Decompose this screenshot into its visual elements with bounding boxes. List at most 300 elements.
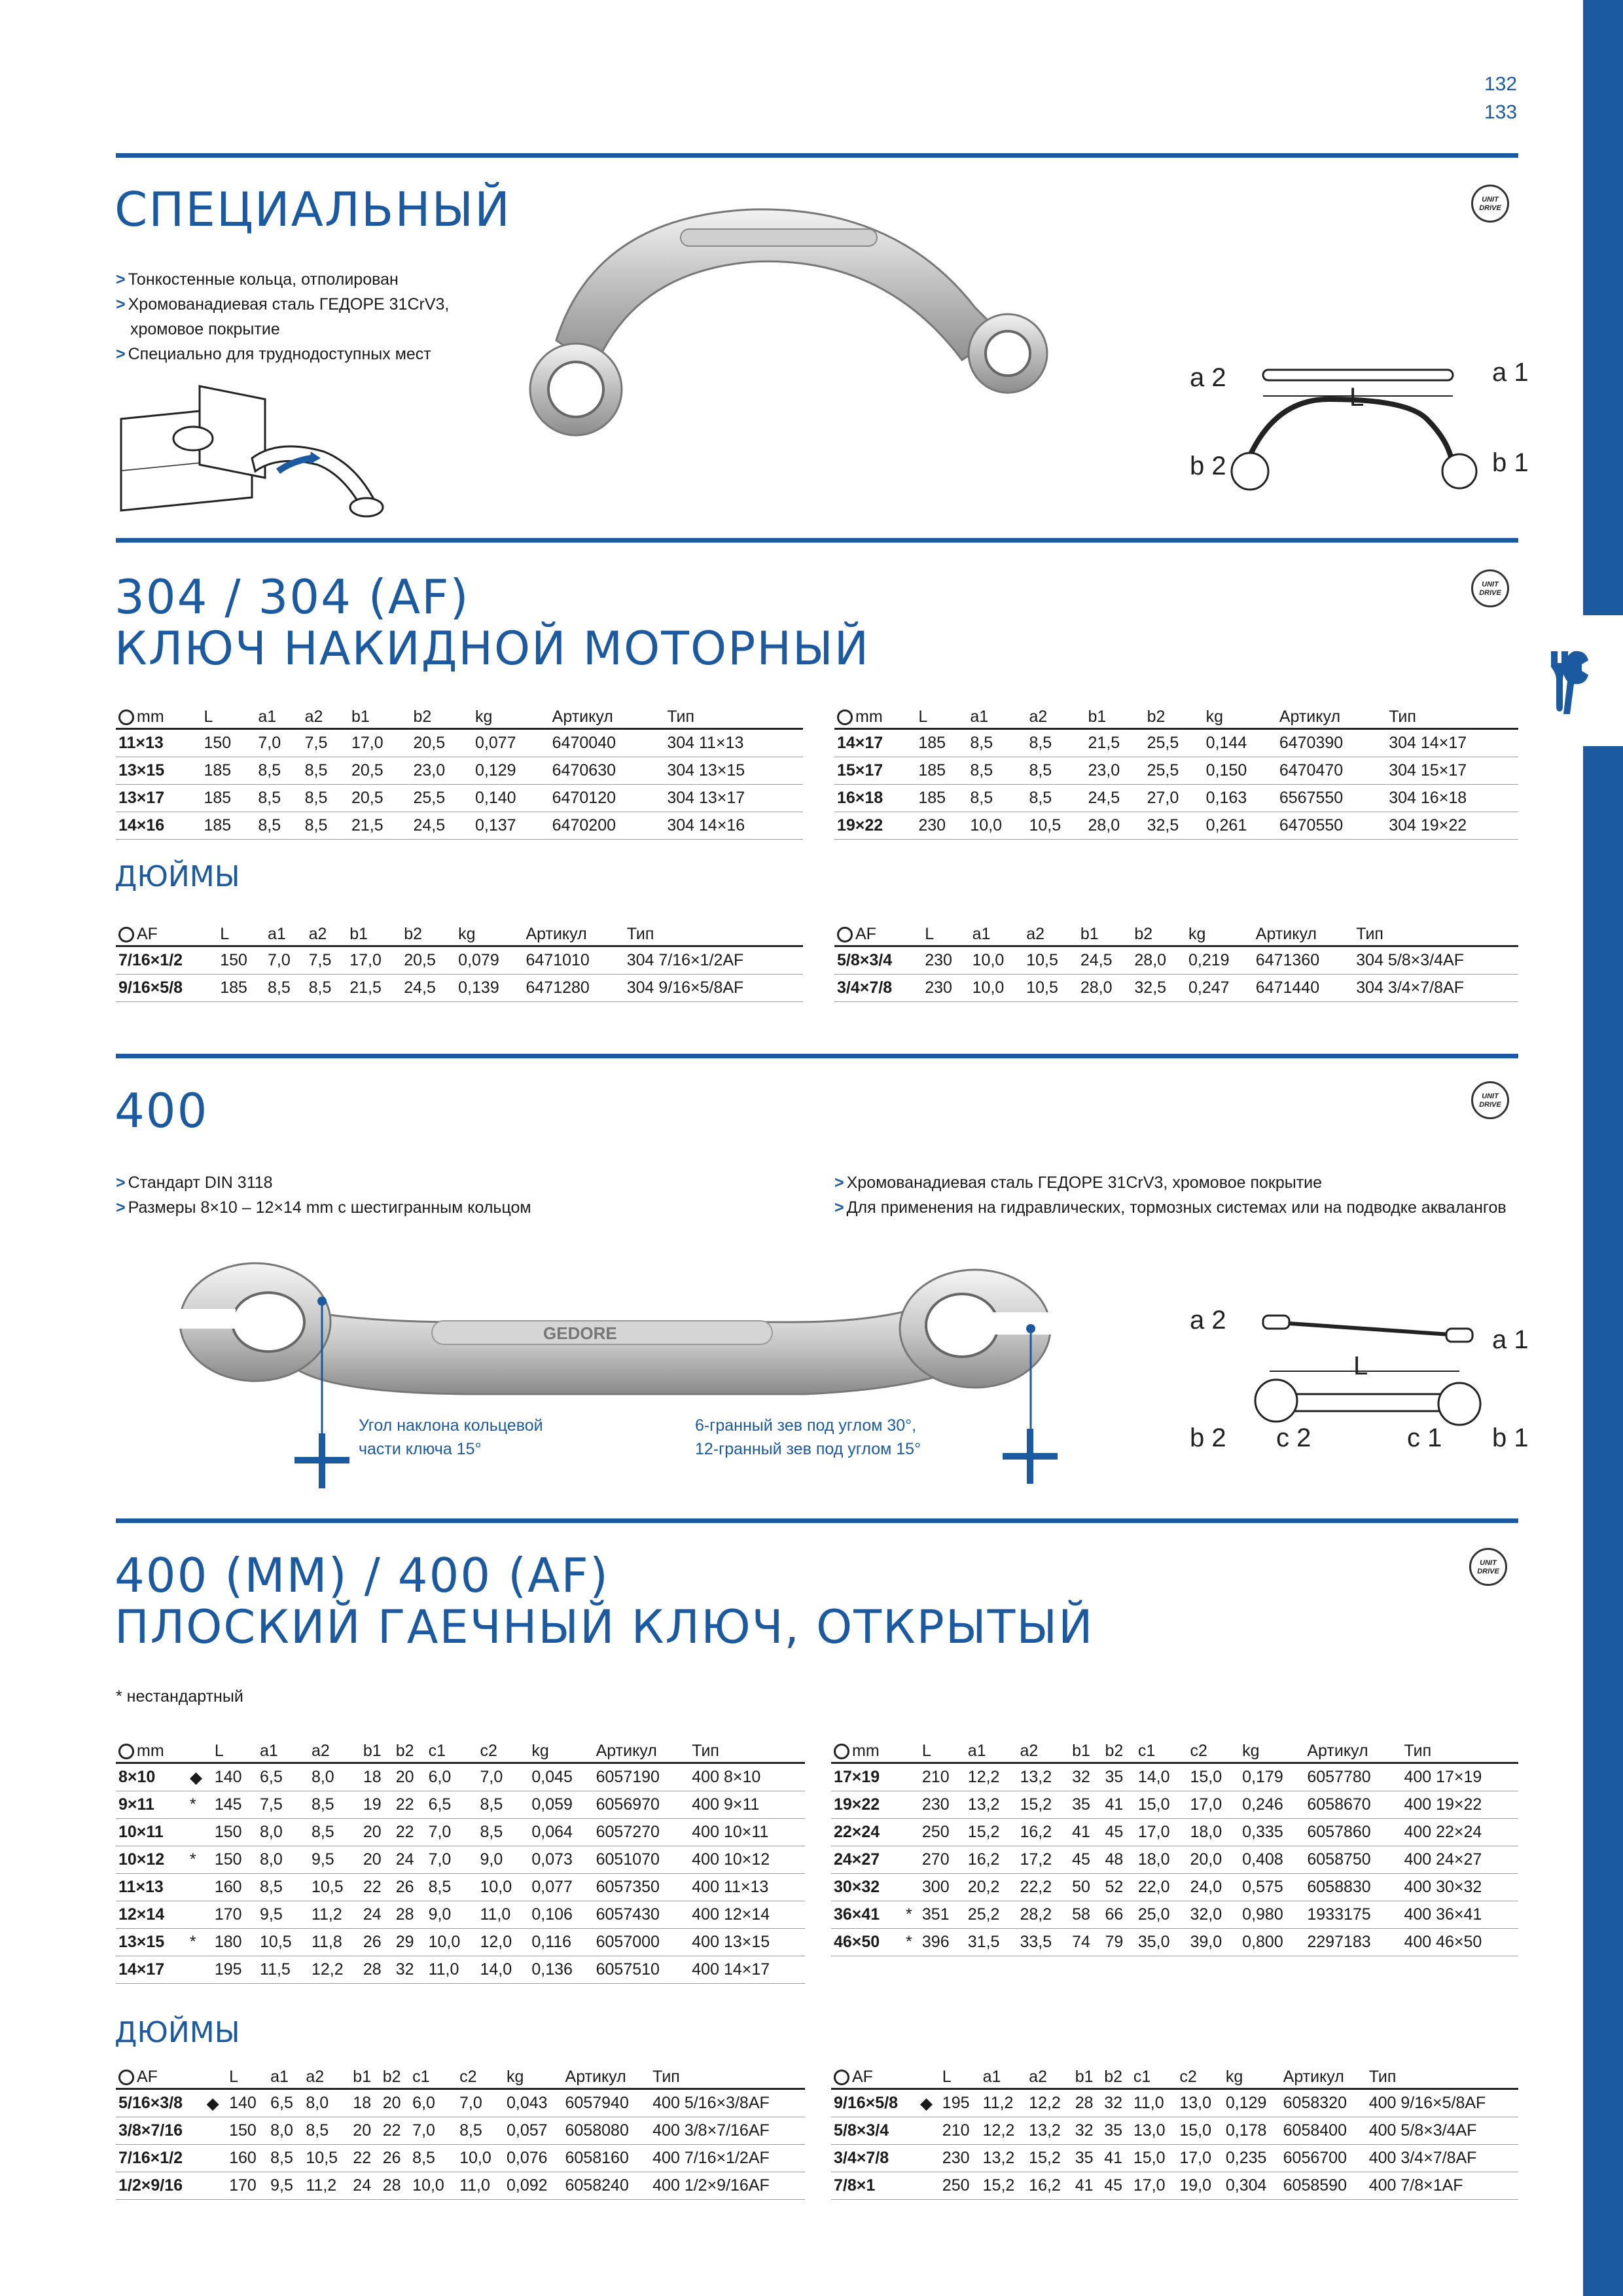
unit-drive-logo: UNIT DRIVE xyxy=(1471,569,1509,607)
column-header: mm xyxy=(116,707,201,729)
column-header: Тип xyxy=(1366,2067,1518,2089)
table-cell: 20,5 xyxy=(349,785,411,812)
table-cell: 28 xyxy=(393,1901,426,1929)
table-400-mm-right xyxy=(831,1741,1518,1956)
table-cell xyxy=(204,2117,227,2145)
table-cell: 8,5 xyxy=(255,785,302,812)
table-cell: 15,0 xyxy=(1177,2117,1223,2145)
table-cell: 8,5 xyxy=(309,1791,361,1819)
table-cell: 400 36×41 xyxy=(1401,1901,1518,1929)
table-cell: 24,5 xyxy=(401,975,455,1002)
page-number-left: 132 xyxy=(1484,73,1518,95)
table-cell: 16,2 xyxy=(965,1846,1018,1874)
table-cell: 0,079 xyxy=(455,946,523,975)
table-cell: 15,2 xyxy=(1026,2145,1073,2172)
table-cell: 0,980 xyxy=(1240,1901,1304,1929)
table-cell: 400 46×50 xyxy=(1401,1929,1518,1956)
column-header: Тип xyxy=(689,1741,805,1763)
column-header: Артикул xyxy=(1281,2067,1366,2089)
table-cell: 8,5 xyxy=(268,2145,303,2172)
page-number-right: 133 xyxy=(1484,101,1518,123)
table-row xyxy=(831,1819,1518,1846)
table-cell: 45 xyxy=(1101,2172,1131,2200)
table-cell: 10,0 xyxy=(477,1874,529,1901)
table-cell: 11,8 xyxy=(309,1929,361,1956)
table-cell: 6057270 xyxy=(594,1819,690,1846)
table-cell: 7,0 xyxy=(426,1846,478,1874)
table-cell: 10×12 xyxy=(116,1846,187,1874)
table-row xyxy=(831,1874,1518,1901)
table-cell: 6470630 xyxy=(550,757,665,785)
table-cell: * xyxy=(187,1929,212,1956)
table-cell: 13×17 xyxy=(116,785,201,812)
table-row xyxy=(831,2172,1518,2200)
table-cell: 195 xyxy=(940,2089,980,2117)
table-cell: 13,2 xyxy=(965,1791,1018,1819)
column-header: L xyxy=(201,707,255,729)
section3-bullets-right xyxy=(834,1170,1507,1220)
unit-drive-logo: UNIT DRIVE xyxy=(1469,1548,1507,1586)
table-cell: 17,0 xyxy=(1135,1819,1188,1846)
table-row xyxy=(116,2172,805,2200)
table-cell: 0,261 xyxy=(1204,812,1277,840)
table-row xyxy=(834,757,1518,785)
hex-nut-icon xyxy=(118,2070,134,2085)
table-cell: 15,0 xyxy=(1131,2145,1177,2172)
table-cell: 250 xyxy=(919,1819,965,1846)
table-cell: 20 xyxy=(361,1846,393,1874)
table-cell: 6,5 xyxy=(257,1763,309,1791)
table-cell: 304 15×17 xyxy=(1386,757,1518,785)
column-header: mm xyxy=(116,1741,187,1763)
table-cell: 400 30×32 xyxy=(1401,1874,1518,1901)
table-cell: 6058320 xyxy=(1281,2089,1366,2117)
table-cell: 19×22 xyxy=(831,1791,903,1819)
table-row xyxy=(831,1929,1518,1956)
table-cell: 20,5 xyxy=(410,729,473,757)
column-header: b1 xyxy=(347,924,401,946)
table-cell: 300 xyxy=(919,1874,965,1901)
hex-nut-icon xyxy=(837,709,853,725)
dim-label-b1: b 1 xyxy=(1492,448,1529,477)
table-cell: 0,163 xyxy=(1204,785,1277,812)
table-cell: 15,2 xyxy=(1017,1791,1069,1819)
column-header: b1 xyxy=(350,2067,380,2089)
dim-label-b2: b 2 xyxy=(1190,1424,1226,1452)
table-cell: 304 13×17 xyxy=(664,785,803,812)
column-header: b2 xyxy=(1101,2067,1131,2089)
table-cell: 28,0 xyxy=(1086,812,1145,840)
table-cell: 170 xyxy=(226,2172,268,2200)
table-cell: 400 3/4×7/8AF xyxy=(1366,2145,1518,2172)
table-cell: 17,0 xyxy=(1177,2145,1223,2172)
table-cell: 23,0 xyxy=(410,757,473,785)
bullet: > Специально для труднодоступных мест xyxy=(116,342,449,367)
dim-label-c1: c 1 xyxy=(1407,1424,1442,1452)
column-header: AF xyxy=(116,924,217,946)
table-row xyxy=(831,2145,1518,2172)
table-cell: 0,247 xyxy=(1186,975,1253,1002)
table-cell: 22×24 xyxy=(831,1819,903,1846)
table-cell xyxy=(903,1791,919,1819)
section2-title: 304 / 304 (AF) xyxy=(115,569,470,624)
table-cell: 45 xyxy=(1102,1819,1135,1846)
section-rule-4 xyxy=(116,1518,1518,1523)
column-header: mm xyxy=(831,1741,903,1763)
table-cell: 11,0 xyxy=(477,1901,529,1929)
table-cell: 185 xyxy=(201,812,255,840)
sidebar-stripe-top xyxy=(1583,0,1623,615)
table-cell: 160 xyxy=(212,1874,257,1901)
hex-nut-icon xyxy=(118,709,134,725)
table-row xyxy=(116,975,803,1002)
table-cell: 24,0 xyxy=(1188,1874,1240,1901)
table-cell: 32,5 xyxy=(1145,812,1204,840)
table-cell: 0,304 xyxy=(1223,2172,1281,2200)
dim-label-a1: a 1 xyxy=(1492,358,1529,387)
table-cell: 41 xyxy=(1069,1819,1102,1846)
table-cell: 22,0 xyxy=(1135,1874,1188,1901)
table-cell: 9,5 xyxy=(257,1901,309,1929)
table-cell: 13,2 xyxy=(1017,1763,1069,1791)
column-header: a2 xyxy=(1026,707,1085,729)
table-cell: 400 10×12 xyxy=(689,1846,805,1874)
table-cell: 24×27 xyxy=(831,1846,903,1874)
table-cell: 0,150 xyxy=(1204,757,1277,785)
table-cell: 8,5 xyxy=(302,785,349,812)
table-cell: 400 7/8×1AF xyxy=(1366,2172,1518,2200)
table-cell: 6057350 xyxy=(594,1874,690,1901)
table-cell: 0,045 xyxy=(529,1763,593,1791)
table-cell: 14,0 xyxy=(477,1956,529,1984)
table-cell: 11,2 xyxy=(309,1901,361,1929)
table-cell: 7,5 xyxy=(302,729,349,757)
table-cell: 26 xyxy=(393,1874,426,1901)
table-304-mm-right xyxy=(834,707,1518,840)
table-row xyxy=(116,1846,805,1874)
table-cell: 58 xyxy=(1069,1901,1102,1929)
column-header xyxy=(204,2067,227,2089)
table-cell: 32 xyxy=(1069,1763,1102,1791)
table-cell: 22 xyxy=(361,1874,393,1901)
table-cell: 0,077 xyxy=(529,1874,593,1901)
column-header: Артикул xyxy=(563,2067,651,2089)
table-cell: 27,0 xyxy=(1145,785,1204,812)
table-cell: 22,2 xyxy=(1017,1874,1069,1901)
table-cell: 28 xyxy=(361,1956,393,1984)
table-cell: 8,5 xyxy=(309,1819,361,1846)
table-row xyxy=(834,975,1518,1002)
table-cell: 35 xyxy=(1073,2145,1102,2172)
table-cell: 210 xyxy=(940,2117,980,2145)
callout-note-left: Угол наклона кольцевой части ключа 15° xyxy=(359,1416,543,1458)
column-header: b2 xyxy=(401,924,455,946)
table-cell: 12×14 xyxy=(116,1901,187,1929)
column-header: b1 xyxy=(1073,2067,1102,2089)
table-cell: 11×13 xyxy=(116,729,201,757)
bullet: > Для применения на гидравлических, тормозных системах или на подводке аквалангов xyxy=(834,1195,1507,1220)
table-cell xyxy=(187,1819,212,1846)
table-row xyxy=(831,1763,1518,1791)
table-cell: 6051070 xyxy=(594,1846,690,1874)
table-cell: 16×18 xyxy=(834,785,916,812)
table-cell: 400 11×13 xyxy=(689,1874,805,1901)
table-cell: 11,5 xyxy=(257,1956,309,1984)
column-header: AF xyxy=(834,924,922,946)
table-cell: 17,0 xyxy=(1131,2172,1177,2200)
table-cell: 185 xyxy=(916,729,967,757)
table-cell: 140 xyxy=(226,2089,268,2117)
table-cell xyxy=(903,1874,919,1901)
table-cell: 6058830 xyxy=(1304,1874,1401,1901)
table-cell: 0,057 xyxy=(504,2117,563,2145)
table-cell: 8,5 xyxy=(255,757,302,785)
column-header: Артикул xyxy=(1253,924,1353,946)
table-cell: 304 5/8×3/4AF xyxy=(1353,946,1518,975)
column-header: c2 xyxy=(457,2067,504,2089)
dim-label-b1: b 1 xyxy=(1492,1424,1529,1452)
table-cell: 13,0 xyxy=(1177,2089,1223,2117)
table-cell: 10,5 xyxy=(1026,812,1085,840)
column-header: a1 xyxy=(967,707,1026,729)
inch-section-title: ДЮЙМЫ xyxy=(115,2016,240,2049)
table-cell: 5/8×3/4 xyxy=(831,2117,918,2145)
table-cell: 210 xyxy=(919,1763,965,1791)
table-row xyxy=(116,1929,805,1956)
table-cell: 8,5 xyxy=(457,2117,504,2145)
table-cell: 19 xyxy=(361,1791,393,1819)
table-cell: 24 xyxy=(393,1846,426,1874)
table-cell: 28,0 xyxy=(1078,975,1132,1002)
table-cell: 35 xyxy=(1101,2117,1131,2145)
section1-title: СПЕЦИАЛЬНЫЙ xyxy=(115,182,511,237)
table-cell xyxy=(204,2172,227,2200)
bullet: > Тонкостенные кольца, отполирован xyxy=(116,267,449,292)
table-cell: 13,0 xyxy=(1131,2117,1177,2145)
table-cell: 6470120 xyxy=(550,785,665,812)
table-cell: 20 xyxy=(361,1819,393,1846)
section-rule-3 xyxy=(116,1054,1518,1058)
table-cell: 26 xyxy=(380,2145,410,2172)
table-cell: 28,0 xyxy=(1132,946,1186,975)
table-cell: 0,136 xyxy=(529,1956,593,1984)
table-cell: 0,129 xyxy=(473,757,550,785)
column-header: c1 xyxy=(1135,1741,1188,1763)
table-cell: 24 xyxy=(361,1901,393,1929)
table-cell: 12,2 xyxy=(980,2117,1027,2145)
table-cell: 185 xyxy=(916,785,967,812)
column-header: c1 xyxy=(426,1741,478,1763)
table-cell: 17,0 xyxy=(347,946,401,975)
table-cell: 0,106 xyxy=(529,1901,593,1929)
column-header: a1 xyxy=(970,924,1024,946)
table-cell xyxy=(187,1874,212,1901)
column-header: a1 xyxy=(268,2067,303,2089)
table-cell: 0,059 xyxy=(529,1791,593,1819)
table-cell: 6058240 xyxy=(563,2172,651,2200)
table-cell: 32,5 xyxy=(1132,975,1186,1002)
table-cell: 6057510 xyxy=(594,1956,690,1984)
table-row xyxy=(116,2089,805,2117)
dimension-diagram-2 xyxy=(1185,1296,1551,1466)
table-cell: 21,5 xyxy=(347,975,401,1002)
footnote: * нестандартный xyxy=(116,1687,243,1706)
column-header: L xyxy=(212,1741,257,1763)
section4-title: 400 (MM) / 400 (AF) xyxy=(115,1548,609,1603)
table-cell: 160 xyxy=(226,2145,268,2172)
table-cell: ◆ xyxy=(918,2089,940,2117)
table-cell: 0,064 xyxy=(529,1819,593,1846)
table-cell: 400 9×11 xyxy=(689,1791,805,1819)
column-header: a2 xyxy=(309,1741,361,1763)
table-cell: 41 xyxy=(1073,2172,1102,2200)
table-cell: 74 xyxy=(1069,1929,1102,1956)
table-cell: 400 17×19 xyxy=(1401,1763,1518,1791)
table-cell: 35 xyxy=(1069,1791,1102,1819)
section2-subtitle: КЛЮЧ НАКИДНОЙ МОТОРНЫЙ xyxy=(115,622,870,675)
column-header: b1 xyxy=(1078,924,1132,946)
column-header: c2 xyxy=(1188,1741,1240,1763)
table-row xyxy=(116,2117,805,2145)
table-cell: 23,0 xyxy=(1086,757,1145,785)
table-cell: 230 xyxy=(922,975,969,1002)
table-cell: 0,335 xyxy=(1240,1819,1304,1846)
column-header: kg xyxy=(1186,924,1253,946)
table-cell: 5/8×3/4 xyxy=(834,946,922,975)
table-cell: 15,0 xyxy=(1188,1763,1240,1791)
table-cell: 7,0 xyxy=(477,1763,529,1791)
table-cell: 0,408 xyxy=(1240,1846,1304,1874)
table-cell: 10,0 xyxy=(457,2145,504,2172)
table-cell: 7/8×1 xyxy=(831,2172,918,2200)
table-cell: 0,139 xyxy=(455,975,523,1002)
unit-drive-logo: UNIT DRIVE xyxy=(1471,1081,1509,1119)
table-cell: 28 xyxy=(1073,2089,1102,2117)
table-cell: 39,0 xyxy=(1188,1929,1240,1956)
table-cell: 15×17 xyxy=(834,757,916,785)
table-cell: 0,073 xyxy=(529,1846,593,1874)
table-cell: 6470040 xyxy=(550,729,665,757)
wrench-brand-text: GEDORE xyxy=(543,1323,617,1343)
table-cell: 6,5 xyxy=(268,2089,303,2117)
column-header: b2 xyxy=(380,2067,410,2089)
hex-nut-icon xyxy=(118,1744,134,1759)
dim-label-b2: b 2 xyxy=(1190,452,1226,480)
table-cell: 8,5 xyxy=(265,975,306,1002)
table-cell: 25,2 xyxy=(965,1901,1018,1929)
table-cell: 400 22×24 xyxy=(1401,1819,1518,1846)
table-cell: 6471280 xyxy=(523,975,624,1002)
table-cell: 170 xyxy=(212,1901,257,1929)
table-cell: 400 8×10 xyxy=(689,1763,805,1791)
table-cell: 3/4×7/8 xyxy=(831,2145,918,2172)
table-cell: 25,5 xyxy=(1145,757,1204,785)
table-cell: 50 xyxy=(1069,1874,1102,1901)
table-cell: 400 9/16×5/8AF xyxy=(1366,2089,1518,2117)
table-cell: 10,0 xyxy=(967,812,1026,840)
dim-label-L: L xyxy=(1349,383,1364,412)
table-cell: 0,116 xyxy=(529,1929,593,1956)
table-cell: 400 13×15 xyxy=(689,1929,805,1956)
table-cell: 7,0 xyxy=(457,2089,504,2117)
table-304-af-right xyxy=(834,924,1518,1002)
table-cell: 230 xyxy=(916,812,967,840)
table-cell: 36×41 xyxy=(831,1901,903,1929)
table-cell: 8,5 xyxy=(1026,785,1085,812)
callout-note-right: 6-гранный зев под углом 30°, 12-гранный зев под углом 15° xyxy=(695,1416,921,1458)
table-cell: 400 12×14 xyxy=(689,1901,805,1929)
table-cell: 6470550 xyxy=(1277,812,1386,840)
table-cell: 8,5 xyxy=(967,785,1026,812)
table-cell: 6056700 xyxy=(1281,2145,1366,2172)
table-cell: 48 xyxy=(1102,1846,1135,1874)
unit-drive-logo: UNIT DRIVE xyxy=(1471,185,1509,223)
column-header: L xyxy=(940,2067,980,2089)
table-row xyxy=(116,1791,805,1819)
table-cell: * xyxy=(903,1929,919,1956)
table-cell: 15,2 xyxy=(965,1819,1018,1846)
column-header: mm xyxy=(834,707,916,729)
table-cell: 10,5 xyxy=(1024,975,1078,1002)
table-cell: 304 19×22 xyxy=(1386,812,1518,840)
section4-subtitle: ПЛОСКИЙ ГАЕЧНЫЙ КЛЮЧ, ОТКРЫТЫЙ xyxy=(115,1600,1094,1654)
table-cell: 9/16×5/8 xyxy=(831,2089,918,2117)
column-header: Тип xyxy=(664,707,803,729)
table-cell: 13,2 xyxy=(1026,2117,1073,2145)
table-cell: 20,2 xyxy=(965,1874,1018,1901)
table-cell: 18 xyxy=(350,2089,380,2117)
bullet: > Размеры 8×10 – 12×14 mm с шестигранным кольцом xyxy=(116,1195,531,1220)
table-cell: 250 xyxy=(940,2172,980,2200)
table-cell: 6056970 xyxy=(594,1791,690,1819)
table-row xyxy=(834,729,1518,757)
column-header xyxy=(918,2067,940,2089)
table-row xyxy=(116,1956,805,1984)
table-cell: 7,0 xyxy=(265,946,306,975)
bullet: > Хромованадиевая сталь ГЕДОРЕ 31CrV3, хромовое покрытие xyxy=(834,1170,1507,1195)
bullet: > Стандарт DIN 3118 xyxy=(116,1170,531,1195)
column-header: b2 xyxy=(1102,1741,1135,1763)
table-cell: 6470390 xyxy=(1277,729,1386,757)
table-cell: 6470200 xyxy=(550,812,665,840)
table-cell: 22 xyxy=(393,1819,426,1846)
table-cell: 19,0 xyxy=(1177,2172,1223,2200)
table-cell: 230 xyxy=(922,946,969,975)
table-cell: 2297183 xyxy=(1304,1929,1401,1956)
table-cell: 20 xyxy=(350,2117,380,2145)
table-cell: 32,0 xyxy=(1188,1901,1240,1929)
table-cell: 6058400 xyxy=(1281,2117,1366,2145)
table-cell: 351 xyxy=(919,1901,965,1929)
table-cell: 304 7/16×1/2AF xyxy=(624,946,803,975)
column-header: c2 xyxy=(1177,2067,1223,2089)
table-cell: 11,2 xyxy=(303,2172,350,2200)
table-400-af-left xyxy=(116,2067,805,2200)
table-cell: 6,0 xyxy=(426,1763,478,1791)
table-cell: 35,0 xyxy=(1135,1929,1188,1956)
table-cell: 17,0 xyxy=(1188,1791,1240,1819)
table-cell xyxy=(918,2145,940,2172)
table-cell: 8,5 xyxy=(1026,757,1085,785)
table-cell: 9,0 xyxy=(426,1901,478,1929)
table-cell: 12,2 xyxy=(309,1956,361,1984)
table-cell: 16,2 xyxy=(1017,1819,1069,1846)
table-cell: 45 xyxy=(1069,1846,1102,1874)
table-cell: 35 xyxy=(1102,1763,1135,1791)
table-cell: 12,2 xyxy=(965,1763,1018,1791)
table-cell: 0,144 xyxy=(1204,729,1277,757)
column-header: Тип xyxy=(624,924,803,946)
